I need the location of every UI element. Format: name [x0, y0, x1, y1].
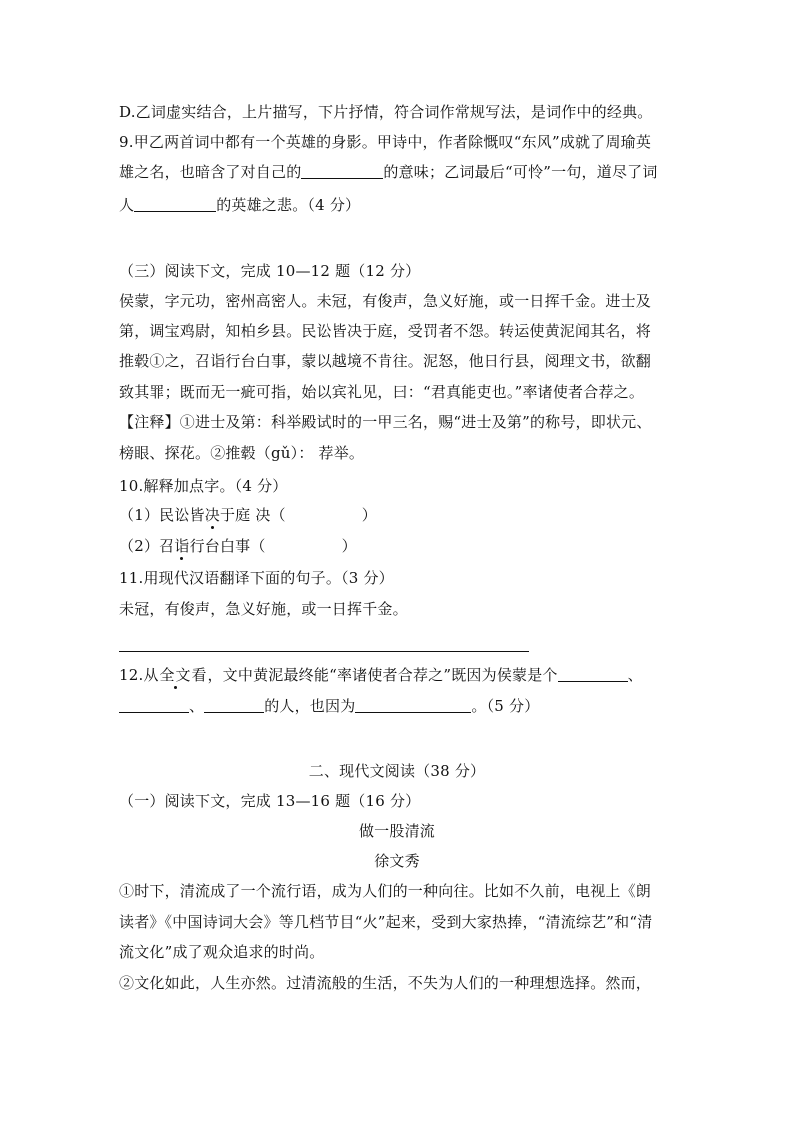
passage-line: 侯蒙，字元功，密州高密人。未冠，有俊声，急义好施，或一日挥千金。进士及 — [119, 292, 652, 310]
question-10: 10.解释加点字。（4 分） — [119, 477, 288, 495]
essay-line: 读者》《中国诗词大会》等几档节目“火”起来，受到大家热捧，“清流综艺”和“清 — [119, 913, 653, 931]
answer-blank — [301, 163, 383, 179]
question-12-line-2: 、 的人，也因为 。（5 分） — [119, 695, 679, 717]
question-10-item-2: （2）召诣行台白事（ ） — [119, 537, 357, 555]
answer-blank — [134, 196, 216, 212]
passage-line: 推毂①之，召诣行台白事，蒙以越境不肯往。泥怒，他日行县，阅理文书，欲翻 — [119, 352, 652, 370]
question-9-line-2: 雄之名，也暗含了对自己的 的意味；乙词最后“可怜”一句，道尽了词 — [119, 163, 658, 181]
essay-line: ②文化如此，人生亦然。过清流般的生活，不失为人们的一种理想选择。然而， — [119, 974, 652, 992]
section-3-heading: （三）阅读下文，完成 10—12 题（12 分） — [119, 262, 421, 280]
passage-line: 致其罪；既而无一疵可指，始以宾礼见，曰：“君真能吏也。”率诸使者合荐之。 — [119, 383, 645, 401]
answer-blank — [119, 697, 189, 713]
question-11: 11.用现代汉语翻译下面的句子。（3 分） — [119, 569, 394, 587]
subsection-1-heading: （一）阅读下文，完成 13—16 题（16 分） — [119, 792, 421, 810]
option-d: D.乙词虚实结合，上片描写，下片抒情，符合词作常规写法，是词作中的经典。 — [119, 103, 653, 121]
essay-line: ①时下，清流成了一个流行语，成为人们的一种向往。比如不久前，电视上《朗 — [119, 882, 652, 900]
essay-title: 做一股清流 — [358, 822, 435, 840]
passage-line: 第，调宝鸡尉，知柏乡县。民讼皆决于庭，受罚者不怨。转运使黄泥闻其名，将 — [119, 322, 652, 340]
essay-line: 流文化”成了观众追求的时尚。 — [119, 943, 325, 961]
essay-author: 徐文秀 — [374, 852, 420, 870]
dotted-characters: 从全文看 — [143, 666, 208, 684]
answer-blank — [204, 697, 264, 713]
dotted-character: 诣 — [174, 537, 190, 555]
answer-blank — [558, 666, 628, 682]
answer-line — [119, 651, 529, 652]
annotation-line-2: 榜眼、探花。②推毂（gǔ）： 荐举。 — [119, 444, 365, 462]
question-9-line-3: 人 的英雄之悲。（4 分） — [119, 196, 361, 214]
question-9-line-1: 9.甲乙两首词中都有一个英雄的身影。甲诗中，作者除慨叹“东风”成就了周瑜英 — [119, 133, 652, 151]
question-10-item-1: （1）民讼皆决于庭 决（ ） — [119, 506, 377, 524]
part-2-heading: 二、现代文阅读（38 分） — [308, 762, 486, 780]
annotation-line-1: 【注释】①进士及第：科举殿试时的一甲三名，赐“进士及第”的称号，即状元、 — [119, 413, 652, 431]
dotted-character: 决 — [204, 506, 220, 524]
question-11-sentence: 未冠，有俊声，急义好施，或一日挥千金。 — [119, 600, 408, 618]
answer-blank — [355, 697, 471, 713]
question-12-line-1: 12.从全文看，文中黄泥最终能“率诸使者合荐之”既因为侯蒙是个 、 — [119, 666, 643, 684]
